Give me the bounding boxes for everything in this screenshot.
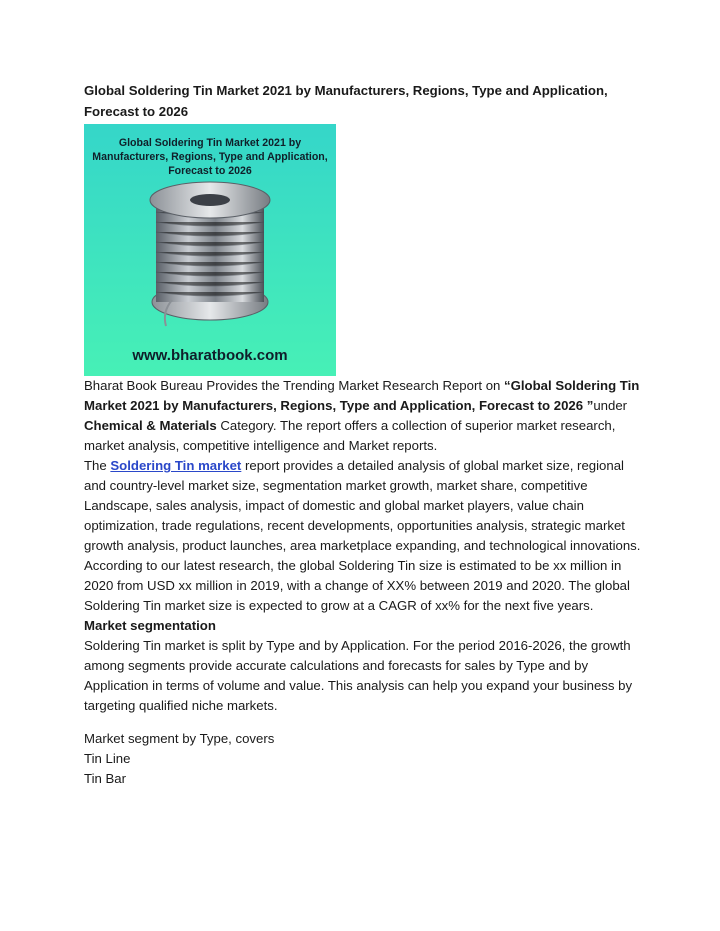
- intro-paragraph: [84, 376, 644, 456]
- intro-text: under: [593, 398, 628, 413]
- overview-text: report provides a detailed analysis of global market size, regional and country-level market size, segmentation market growth, market share, competitive Landscape, sales analysis, impact of domestic and global market players, value chain optimization, trade regulations, recent developments, opportunities analysis, strategic market growth analysis, product launches, area marketplace expanding, and technological innovations.: [84, 458, 641, 553]
- category-name: Chemical & Materials: [84, 418, 217, 433]
- cover-url: www.bharatbook.com: [132, 347, 288, 364]
- type-list: [84, 729, 644, 789]
- type-list-item: Tin Line: [84, 751, 131, 766]
- document-page: [84, 80, 644, 789]
- type-list-heading: Market segment by Type, covers: [84, 731, 275, 746]
- intro-text: Category. The report offers a collection of superior market research, market analysis, competitive intelligence and Market reports.: [84, 418, 616, 453]
- research-paragraph: According to our latest research, the global Soldering Tin size is estimated to be xx million in 2020 from USD xx million in 2019, with a change of XX% between 2019 and 2020. The global Soldering Tin market size is expected to grow at a CAGR of xx% for the next five years.: [84, 558, 630, 613]
- overview-text: The: [84, 458, 111, 473]
- segmentation-heading: Market segmentation: [84, 618, 216, 633]
- segmentation-paragraph: Soldering Tin market is split by Type and by Application. For the period 2016-2026, the growth among segments provide accurate calculations and forecasts for sales by Type and by Application in terms of volume and value. This analysis can help you expand your business by targeting qualified niche markets.: [84, 638, 633, 713]
- report-title-inline: “Global Soldering Tin Market 2021 by Manufacturers, Regions, Type and Application, Forecast to 2026 ”: [84, 378, 640, 413]
- intro-text: Bharat Book Bureau Provides the Trending Market Research Report on: [84, 378, 505, 393]
- type-list-item: Tin Bar: [84, 771, 127, 786]
- cover-title: Global Soldering Tin Market 2021 by Manufacturers, Regions, Type and Application, Forecast to 2026: [92, 137, 328, 177]
- document-title: Global Soldering Tin Market 2021 by Manufacturers, Regions, Type and Application, Forecast to 2026: [84, 83, 608, 119]
- overview-paragraph: [84, 456, 644, 556]
- soldering-tin-market-link[interactable]: Soldering Tin market: [110, 458, 242, 473]
- wire-spool-icon: [142, 180, 278, 330]
- cover-image: [84, 124, 336, 376]
